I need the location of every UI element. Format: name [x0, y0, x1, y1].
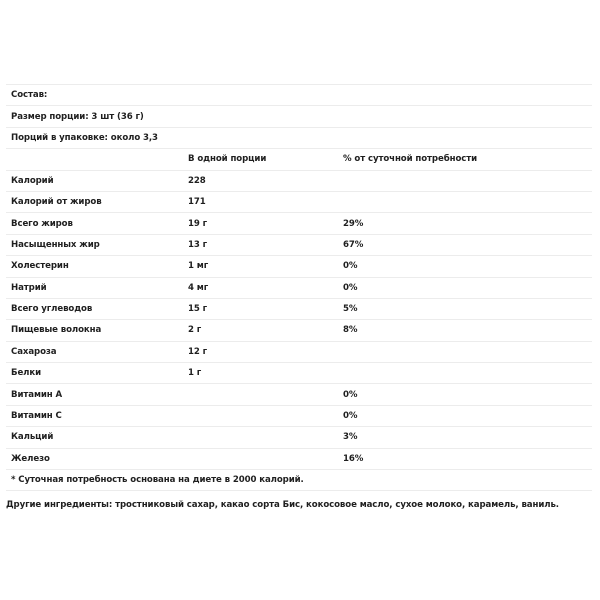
nutrient-name: Пищевые волокна: [11, 325, 102, 336]
nutrient-daily-value: 67%: [343, 239, 364, 250]
serving-size-row: [6, 106, 592, 127]
nutrient-amount: 228: [188, 175, 206, 186]
nutrient-amount: 1 мг: [188, 261, 209, 272]
nutrient-name: Сахароза: [11, 346, 57, 357]
table-header-row: [6, 149, 592, 170]
nutrient-amount: 15 г: [188, 304, 208, 315]
nutrient-name: Белки: [11, 368, 42, 379]
column-header-per-serving: В одной порции: [188, 154, 267, 165]
serving-size: Размер порции: 3 шт (36 г): [11, 111, 144, 122]
nutrient-daily-value: 29%: [343, 218, 364, 229]
servings-per-package: Порций в упаковке: около 3,3: [11, 132, 158, 143]
nutrient-daily-value: 16%: [343, 453, 364, 464]
nutrient-daily-value: 0%: [343, 261, 358, 272]
nutrient-daily-value: 0%: [343, 282, 358, 293]
table-row: [6, 256, 592, 277]
nutrient-daily-value: 0%: [343, 389, 358, 400]
nutrition-facts-table: [6, 84, 592, 491]
column-header-daily-value: % от суточной потребности: [343, 154, 478, 165]
table-row: [6, 449, 592, 470]
table-row: [6, 171, 592, 192]
nutrient-name: Всего жиров: [11, 218, 73, 229]
nutrient-amount: 2 г: [188, 325, 202, 336]
nutrient-name: Витамин А: [11, 389, 63, 400]
nutrient-name: Железо: [11, 453, 50, 464]
nutrient-daily-value: 5%: [343, 304, 358, 315]
nutrient-name: Витамин С: [11, 411, 62, 422]
nutrient-name: Всего углеводов: [11, 304, 93, 315]
nutrient-amount: 171: [188, 197, 206, 208]
nutrient-name: Натрий: [11, 282, 47, 293]
daily-value-footnote: * Суточная потребность основана на диете в 2000 калорий.: [11, 475, 304, 486]
table-row: [6, 235, 592, 256]
table-row: [6, 213, 592, 234]
table-row: [6, 363, 592, 384]
nutrient-name: Холестерин: [11, 261, 69, 272]
nutrient-amount: 12 г: [188, 346, 208, 357]
table-row: [6, 427, 592, 448]
nutrient-daily-value: 3%: [343, 432, 358, 443]
table-row: [6, 342, 592, 363]
composition-title: Состав:: [11, 90, 48, 101]
nutrient-name: Калорий от жиров: [11, 197, 102, 208]
table-row: [6, 278, 592, 299]
nutrient-daily-value: 0%: [343, 411, 358, 422]
footnote-row: [6, 470, 592, 491]
nutrient-amount: 1 г: [188, 368, 202, 379]
table-row: [6, 320, 592, 341]
table-row: [6, 299, 592, 320]
table-row: [6, 406, 592, 427]
composition-row: [6, 85, 592, 106]
other-ingredients: Другие ингредиенты: тростниковый сахар, какао сорта Бис, кокосовое масло, сухое молоко, карамель, ваниль.: [6, 500, 559, 510]
table-row: [6, 384, 592, 405]
nutrient-amount: 19 г: [188, 218, 208, 229]
nutrient-amount: 13 г: [188, 239, 208, 250]
nutrient-daily-value: 8%: [343, 325, 358, 336]
servings-per-package-row: [6, 128, 592, 149]
nutrient-name: Кальций: [11, 432, 54, 443]
nutrient-amount: 4 мг: [188, 282, 209, 293]
nutrient-name: Калорий: [11, 175, 54, 186]
nutrient-name: Насыщенных жир: [11, 239, 100, 250]
table-row: [6, 192, 592, 213]
